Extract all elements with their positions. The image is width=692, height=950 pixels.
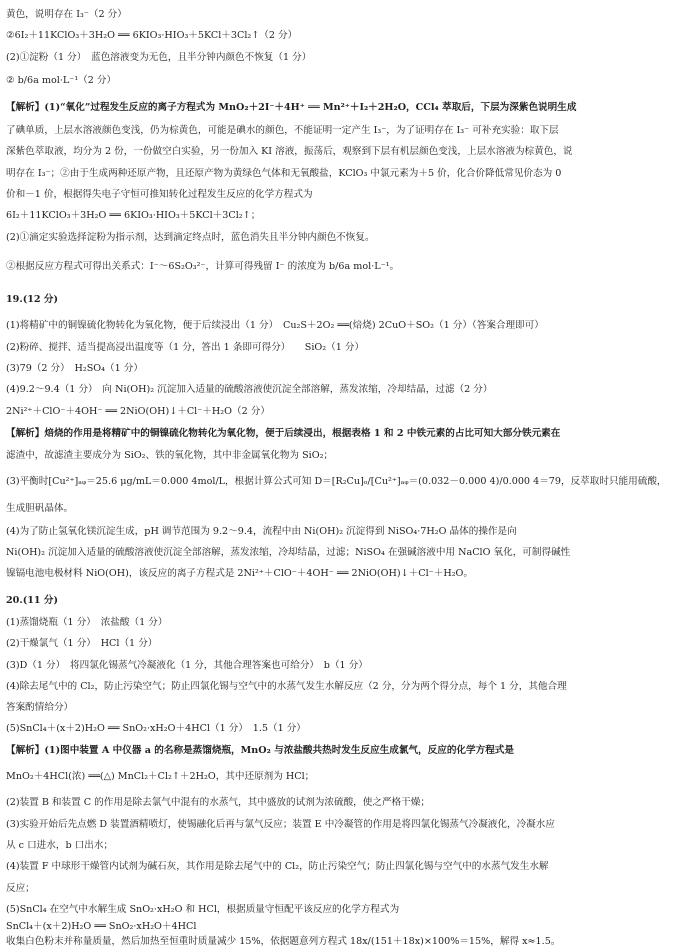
text-line: (2)装置 B 和装置 C 的作用是除去氯气中混有的水蒸气，其中盛放的试剂为浓硫酸，使之严格干燥； — [6, 797, 430, 808]
equation-line: SnCl₄＋(x＋2)H₂O ══ SnO₂·xH₂O＋4HCl — [6, 921, 197, 932]
text-line: 从 c 口进水，b 口出水； — [6, 840, 114, 851]
text-line: ②根据反应方程式可得出关系式：I⁻～6S₂O₃²⁻，计算可得残留 I⁻ 的浓度为 b/6a mol·L⁻¹。 — [6, 261, 400, 272]
text-line: Ni(OH)₂ 沉淀加入适量的硫酸溶液使沉淀全部溶解，蒸发浓缩，冷却结晶，过滤；NiSO₄ 在强碱溶液中用 NaClO 氧化，可制得碱性 — [6, 547, 571, 558]
text-line: 黄色，说明存在 I₃⁻（2 分） — [6, 9, 127, 20]
text-line: 生成胆矾晶体。 — [6, 503, 74, 514]
text-line: ② b/6a mol·L⁻¹（2 分） — [6, 75, 117, 86]
text-line: 反应； — [6, 883, 35, 894]
text-line: 深紫色萃取液，均分为 2 份，一份做空白实验，另一份加入 KI 溶液，振荡后，观察到下层有机层颜色变浅，上层水溶液为棕黄色，说 — [6, 146, 573, 157]
text-line: (3)平衡时[Cu²⁺]ₐᵩ＝25.6 μg/mL＝0.000 4mol/L，根据计算公式可知 D＝[R₂Cu]ₒ/[Cu²⁺]ₐᵩ＝(0.032－0.000 4)/0.000 4＝79，反萃取时只能用硫酸， — [6, 476, 667, 487]
question-number: 19.(12 分) — [6, 294, 59, 305]
text-line: 镍镉电池电极材料 NiO(OH)，该反应的离子方程式是 2Ni²⁺＋ClO⁻＋4OH⁻ ══ 2NiO(OH)↓＋Cl⁻＋H₂O。 — [6, 568, 473, 579]
text-line: (4)为了防止氢氧化镁沉淀生成，pH 调节范围为 9.2～9.4，流程中由 Ni(OH)₂ 沉淀得到 NiSO₄·7H₂O 晶体的操作是向 — [6, 526, 517, 537]
analysis-heading-line: 【解析】(1)“氧化”过程发生反应的离子方程式为 MnO₂＋2I⁻＋4H⁺ ══ Mn²⁺＋I₂＋2H₂O，CCl₄ 萃取后，下层为深紫色说明生成 — [6, 102, 577, 113]
question-number: 20.(11 分) — [6, 595, 59, 606]
analysis-heading-line: 【解析】焙烧的作用是将精矿中的铜镍硫化物转化为氧化物，便于后续浸出，根据表格 1 和 2 中铁元素的占比可知大部分铁元素在 — [6, 428, 561, 439]
text-line: (3)79（2 分） H₂SO₄（1 分） — [6, 363, 143, 374]
text-line: 了碘单质，上层水溶液颜色变浅，仍为棕黄色，可能是碘水的颜色，不能证明一定产生 I₃⁻，为了证明存在 I₃⁻ 可补充实验：取下层 — [6, 125, 559, 136]
text-line: 明存在 I₃⁻；②由于生成两种还原产物，且还原产物为黄绿色气体和无氧酸盐，KClO₃ 中氯元素为＋5 价，化合价降低常见价态为 0 — [6, 168, 562, 179]
text-line: 价和－1 价，根据得失电子守恒可推知转化过程发生反应的化学方程式为 — [6, 189, 313, 200]
text-line: (2)粉碎、搅拌、适当提高浸出温度等（1 分，答出 1 条即可得分） SiO₂（1 分） — [6, 342, 365, 353]
text-line: (2)①淀粉（1 分） 蓝色溶液变为无色，且半分钟内颜色不恢复（1 分） — [6, 52, 312, 63]
text-line: (1)将精矿中的铜镍硫化物转化为氧化物，便于后续浸出（1 分） Cu₂S＋2O₂ ══(焙烧) 2CuO＋SO₂（1 分）（答案合理即可） — [6, 320, 544, 331]
text-line: (2)干燥氯气（1 分） HCl（1 分） — [6, 638, 158, 649]
equation-line: MnO₂＋4HCl(浓) ══(△) MnCl₂＋Cl₂↑＋2H₂O，其中还原剂为 HCl； — [6, 771, 315, 782]
text-line: (5)SnCl₄ 在空气中水解生成 SnO₂·xH₂O 和 HCl，根据质量守恒配平该反应的化学方程式为 — [6, 904, 400, 915]
text-line: (4)装置 F 中球形干燥管内试剂为碱石灰，其作用是除去尾气中的 Cl₂，防止污染空气；防止四氯化锡与空气中的水蒸气发生水解 — [6, 861, 549, 872]
text-line: (2)①滴定实验选择淀粉为指示剂，达到滴定终点时，蓝色消失且半分钟内颜色不恢复。 — [6, 232, 375, 243]
text-line: (3)实验开始后先点燃 D 装置酒精喷灯，使锡融化后再与氯气反应；装置 E 中冷凝管的作用是将四氯化锡蒸气冷凝液化，冷凝水应 — [6, 819, 555, 830]
text-line: (5)SnCl₄＋(x＋2)H₂O ══ SnO₂·xH₂O＋4HCl（1 分） 1.5（1 分） — [6, 723, 306, 734]
analysis-heading-line: 【解析】(1)图中装置 A 中仪器 a 的名称是蒸馏烧瓶，MnO₂ 与浓盐酸共热时发生反应生成氯气，反应的化学方程式是 — [6, 745, 514, 756]
text-line: (4)除去尾气中的 Cl₂，防止污染空气；防止四氯化锡与空气中的水蒸气发生水解反应（2 分，分为两个得分点，每个 1 分，其他合理 — [6, 681, 567, 692]
text-line: 滤渣中，故滤渣主要成分为 SiO₂、铁的氧化物，其中非金属氧化物为 SiO₂； — [6, 450, 334, 461]
text-line: (1)蒸馏烧瓶（1 分） 浓盐酸（1 分） — [6, 617, 168, 628]
text-line: ②6I₂＋11KClO₃＋3H₂O ══ 6KIO₃·HIO₃＋5KCl＋3Cl₂↑（2 分） — [6, 30, 298, 41]
text-line: 收集白色粉末并称量质量，然后加热至恒重时质量减少 15%，依据题意列方程式 18x/(151＋18x)×100%＝15%，解得 x≈1.5。 — [6, 936, 561, 947]
equation-line: 6I₂＋11KClO₃＋3H₂O ══ 6KIO₃·HIO₃＋5KCl＋3Cl₂↑； — [6, 210, 261, 221]
text-line: (3)D（1 分） 将四氯化锡蒸气冷凝液化（1 分，其他合理答案也可给分） b（1 分） — [6, 660, 368, 671]
equation-line: 2Ni²⁺＋ClO⁻＋4OH⁻ ══ 2NiO(OH)↓＋Cl⁻＋H₂O（2 分） — [6, 406, 270, 417]
text-line: 答案酌情给分） — [6, 702, 74, 713]
text-line: (4)9.2～9.4（1 分） 向 Ni(OH)₂ 沉淀加入适量的硫酸溶液使沉淀全部溶解，蒸发浓缩，冷却结晶，过滤（2 分） — [6, 384, 493, 395]
